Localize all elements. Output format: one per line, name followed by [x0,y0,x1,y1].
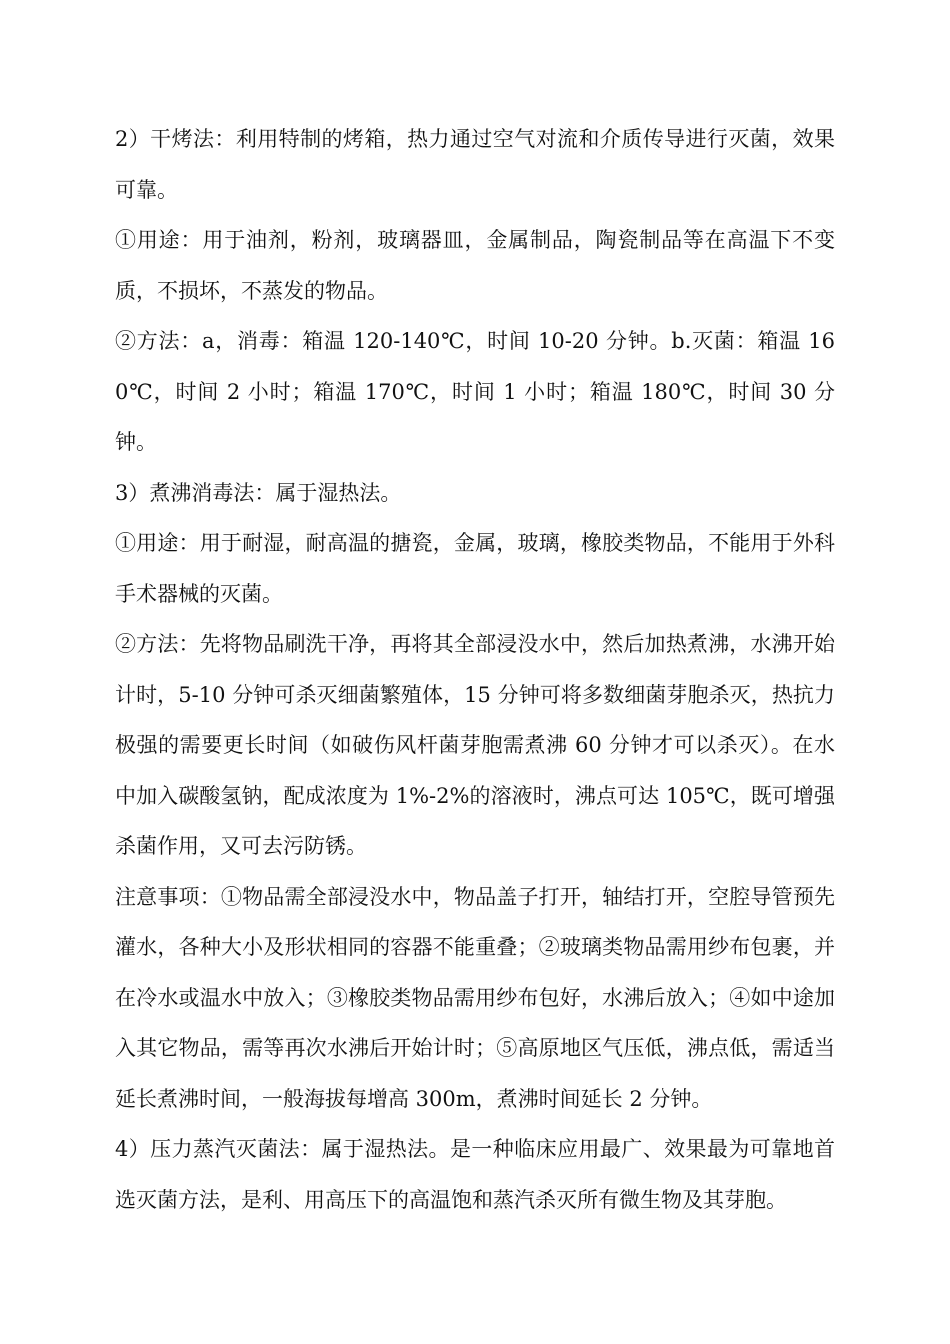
paragraph-boiling-method: ②方法：先将物品刷洗干净，再将其全部浸没水中，然后加热煮沸，水沸开始计时，5-10 分钟可杀灭细菌繁殖体，15 分钟可将多数细菌芽胞杀灭，热抗力极强的需要更长时间（如破伤风杆菌芽胞需煮沸 60 分钟才可以杀灭）。在水中加入碳酸氢钠，配成浓度为 1%-2%的溶液时，沸点可达 105℃，既可增强杀菌作用，又可去污防锈。 [115,632,835,858]
paragraph-boiling-notes: 注意事项：①物品需全部浸没水中，物品盖子打开，轴结打开，空腔导管预先灌水，各种大小及形状相同的容器不能重叠；②玻璃类物品需用纱布包裹，并在冷水或温水中放入；③橡胶类物品需用纱布包好，水沸后放入；④如中途加入其它物品，需等再次水沸后开始计时；⑤高原地区气压低，沸点低，需适当延长煮沸时间，一般海拔每增高 300m，煮沸时间延长 2 分钟。 [115,884,835,1111]
document-body [115,114,835,1225]
paragraph-dry-baking: 2）干烤法：利用特制的烤箱，热力通过空气对流和介质传导进行灭菌，效果可靠。 [115,127,835,202]
paragraph-dry-baking-method: ②方法：a，消毒：箱温 120-140℃，时间 10-20 分钟。b.灭菌：箱温 160℃，时间 2 小时；箱温 170℃，时间 1 小时；箱温 180℃，时间 30 分钟。 [115,329,835,454]
paragraph-boiling-use: ①用途：用于耐湿，耐高温的搪瓷，金属，玻璃，橡胶类物品，不能用于外科手术器械的灭菌。 [115,531,835,606]
paragraph-pressure-steam: 4）压力蒸汽灭菌法：属于湿热法。是一种临床应用最广、效果最为可靠地首选灭菌方法，是利、用高压下的高温饱和蒸汽杀灭所有微生物及其芽胞。 [115,1137,835,1212]
paragraph-boiling-heading: 3）煮沸消毒法：属于湿热法。 [115,480,402,505]
paragraph-dry-baking-use: ①用途：用于油剂，粉剂，玻璃器皿，金属制品，陶瓷制品等在高温下不变质，不损坏，不蒸发的物品。 [115,228,835,303]
